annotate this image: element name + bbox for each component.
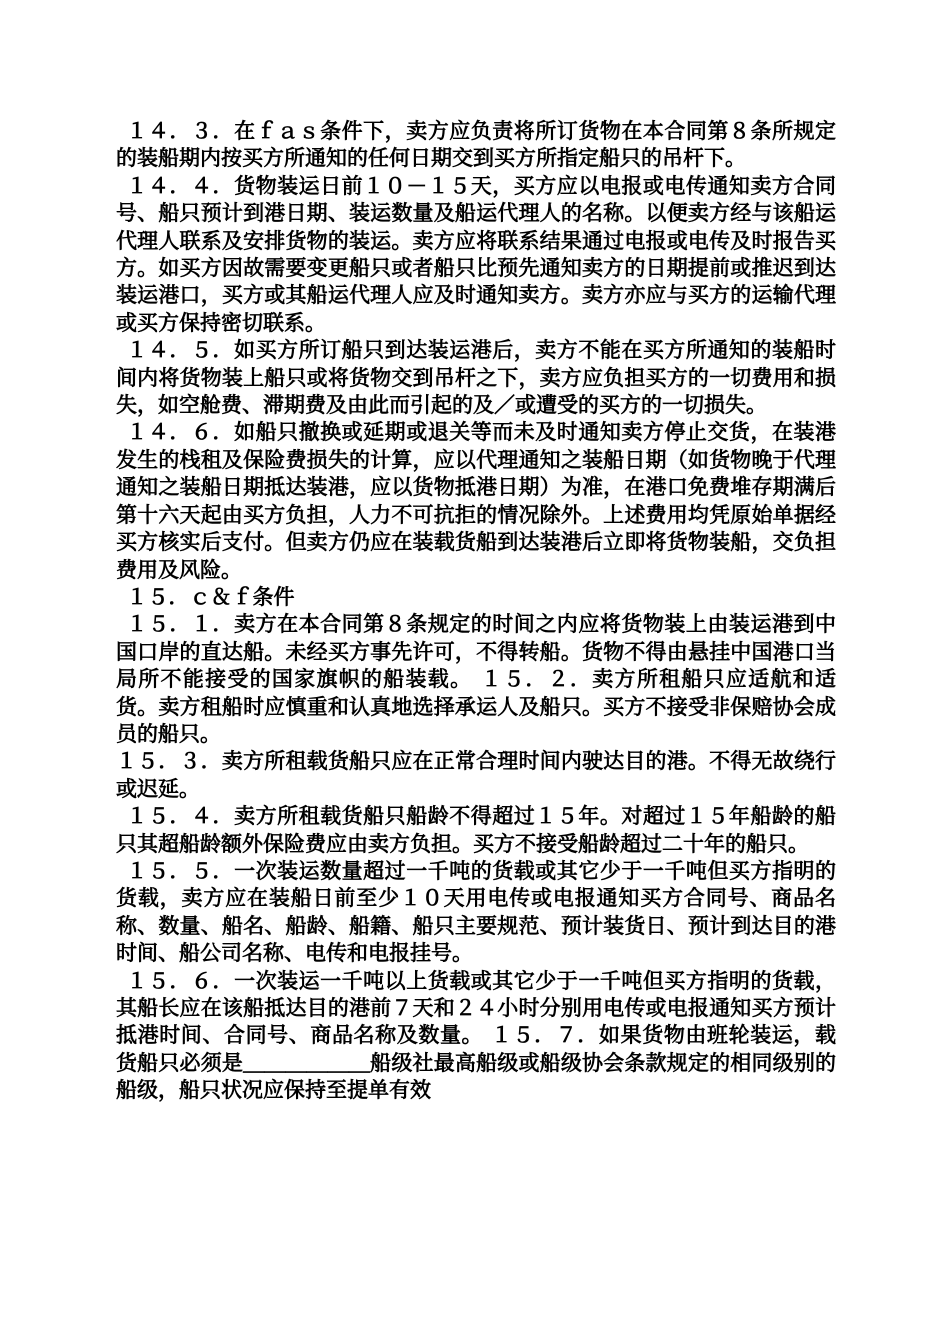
clause-14-5: １４．５．如买方所订船只到达装运港后，卖方不能在买方所通知的装船时间内将货物装上船只或将货物交到吊杆之下，卖方应负担买方的一切费用和损失，如空舱费、滞期费及由此而引起的及／或遭受的买方的一切损失。: [116, 338, 836, 418]
clause-15-1: １５．１．卖方在本合同第８条规定的时间之内应将货物装上由装运港到中国口岸的直达船。未经买方事先许可，不得转船。货物不得由悬挂中国港口当局所不能接受的国家旗帜的船装载。 １５．２．卖方所租船只应适航和适货。卖方租船时应慎重和认真地选择承运人及船只。买方不接受非保赔协会成员的船只。: [116, 612, 836, 746]
document-body: [116, 118, 836, 1105]
clause-14-4: １４．４．货物装运日前１０－１５天，买方应以电报或电传通知卖方合同号、船只预计到港日期、装运数量及船运代理人的名称。以便卖方经与该船运代理人联系及安排货物的装运。卖方应将联系结果通过电报或电传及时报告买方。如买方因故需要变更船只或者船只比预先通知卖方的日期提前或推迟到达装运港口，买方或其船运代理人应及时通知卖方。卖方亦应与买方的运输代理或买方保持密切联系。: [116, 173, 836, 335]
clause-14-3: １４．３．在ｆａｓ条件下，卖方应负责将所订货物在本合同第８条所规定的装船期内按买方所通知的任何日期交到买方所指定船只的吊杆下。: [116, 119, 836, 171]
clause-14-6: １４．６．如船只撤换或延期或退关等而未及时通知卖方停止交货，在装港发生的栈租及保险费损失的计算，应以代理通知之装船日期（如货物晚于代理通知之装船日期抵达装港，应以货物抵港日期）为准，在港口免费堆存期满后第十六天起由买方负担，人力不可抗拒的情况除外。上述费用均凭原始单据经买方核实后支付。但卖方仍应在装载货船到达装港后立即将货物装船，交负担费用及风险。: [116, 420, 836, 582]
clause-15-5: １５．５．一次装运数量超过一千吨的货载或其它少于一千吨但买方指明的货载，卖方应在装船日前至少１０天用电传或电报通知买方合同号、商品名称、数量、船名、船龄、船籍、船只主要规范、预计装货日、预计到达目的港时间、船公司名称、电传和电报挂号。: [116, 858, 836, 966]
clause-15-4: １５．４．卖方所租载货船只船龄不得超过１５年。对超过１５年船龄的船只其超船龄额外保险费应由卖方负担。买方不接受船龄超过二十年的船只。: [116, 804, 836, 856]
clause-15-heading: １５．ｃ＆ｆ条件: [126, 584, 295, 609]
clause-15-3: １５．３．卖方所租载货船只应在正常合理时间内驶达目的港。不得无故绕行或迟延。: [116, 749, 836, 801]
clause-15-6: １５．６．一次装运一千吨以上货载或其它少于一千吨但买方指明的货载，其船长应在该船抵达目的港前７天和２４小时分别用电传或电报通知买方预计抵港时间、合同号、商品名称及数量。 １５．７．如果货物由班轮装运，载货船只必须是＿＿＿＿＿＿船级社最高船级或船级协会条款规定的相同级别的船级，船只状况应保持至提单有效: [116, 968, 836, 1103]
